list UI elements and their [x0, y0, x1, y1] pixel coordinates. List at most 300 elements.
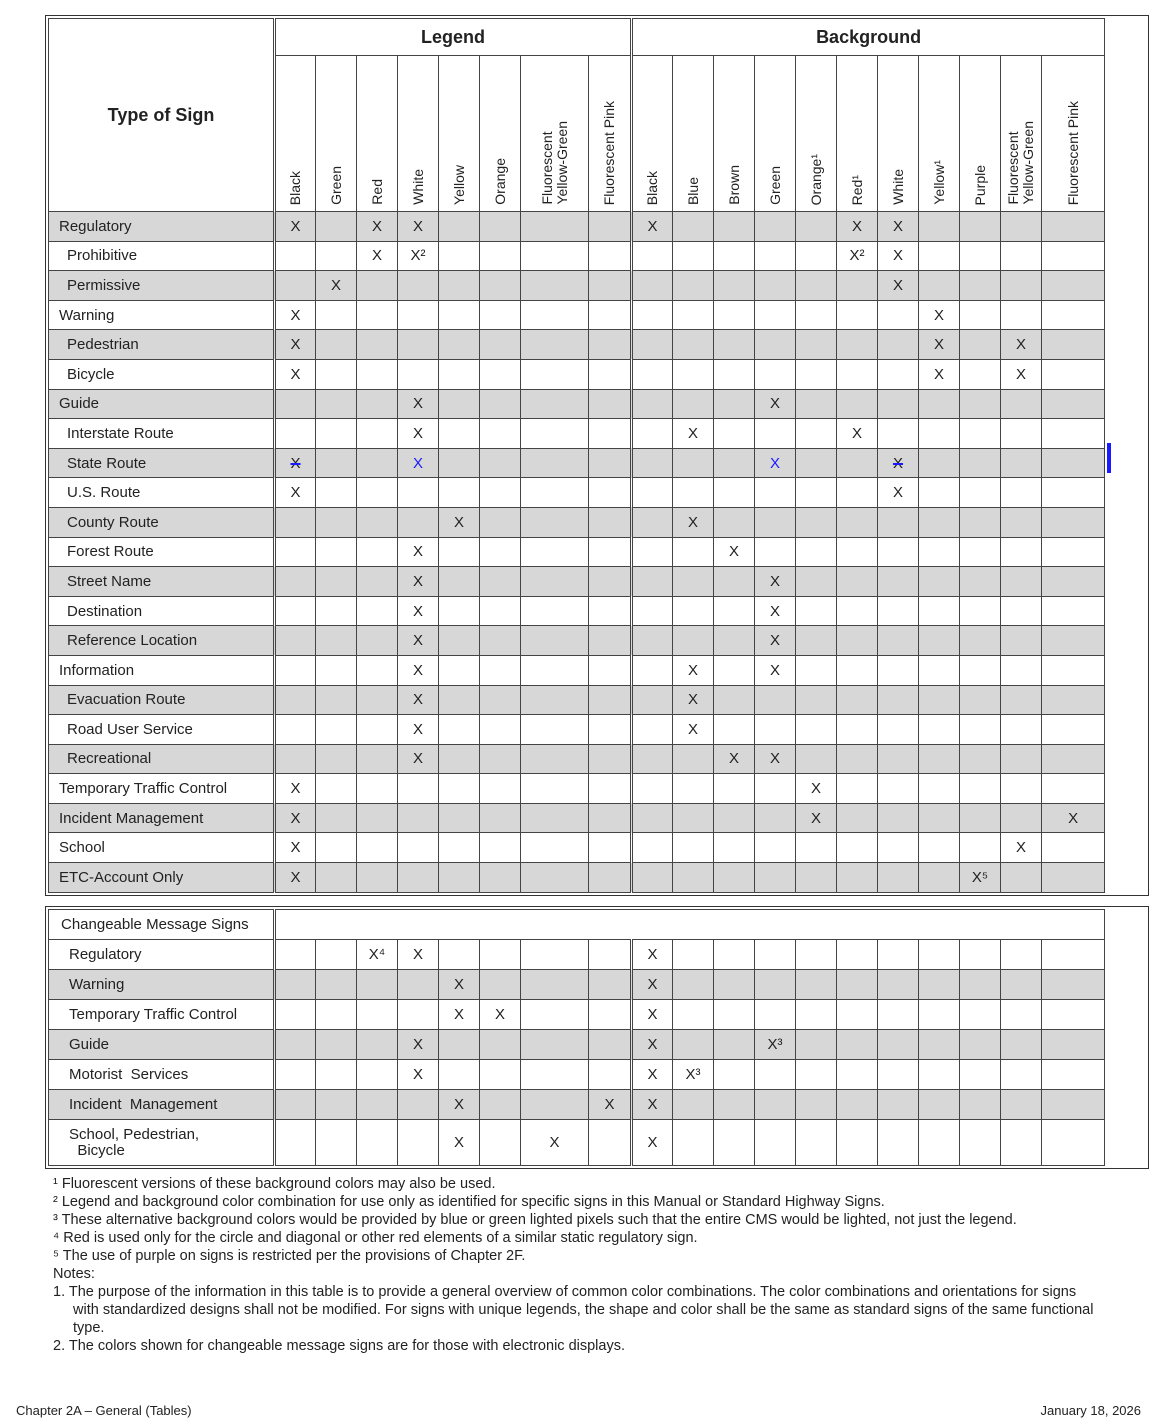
- cms-sign-label: Motorist Services: [49, 1060, 275, 1090]
- color-cell: [480, 419, 521, 449]
- color-cell: [398, 940, 439, 970]
- color-cell: [878, 744, 919, 774]
- color-cell: [1001, 1120, 1042, 1166]
- color-cell: [480, 507, 521, 537]
- color-cell: [960, 685, 1001, 715]
- table-row: [49, 803, 1146, 833]
- column-label: White: [889, 169, 906, 205]
- color-cell: [796, 1030, 837, 1060]
- color-cell: [755, 803, 796, 833]
- color-cell: [1001, 212, 1042, 242]
- table-row: [49, 359, 1146, 389]
- color-cell: [960, 537, 1001, 567]
- x-mark: X: [688, 513, 699, 531]
- color-cell: [1001, 626, 1042, 656]
- color-cell: [878, 241, 919, 271]
- color-cell: [1001, 1060, 1042, 1090]
- sign-type-label: State Route: [49, 448, 275, 478]
- color-cell: [521, 744, 589, 774]
- color-cell: [919, 241, 960, 271]
- color-cell: [673, 596, 714, 626]
- color-cell: [521, 863, 589, 893]
- color-cell: [673, 1030, 714, 1060]
- color-cell: [521, 389, 589, 419]
- color-cell: [878, 596, 919, 626]
- x-mark: X: [1016, 365, 1027, 383]
- color-cell: [275, 389, 316, 419]
- color-cell: [919, 626, 960, 656]
- color-cell: [878, 212, 919, 242]
- color-cell: [521, 537, 589, 567]
- color-cell: [878, 478, 919, 508]
- color-cell: [316, 655, 357, 685]
- color-cell: [521, 241, 589, 271]
- color-cell: [398, 419, 439, 449]
- color-cell: [589, 803, 632, 833]
- color-cell: [755, 567, 796, 597]
- color-cell: [632, 774, 673, 804]
- x-mark: X: [453, 513, 464, 531]
- table-row: [49, 241, 1146, 271]
- x-mark: X: [811, 780, 822, 798]
- color-cell: [521, 833, 589, 863]
- color-cell: [521, 567, 589, 597]
- table-row: [49, 596, 1146, 626]
- table-row: [49, 537, 1146, 567]
- color-cell: [714, 833, 755, 863]
- column-label: Green: [327, 166, 344, 205]
- background-group-header: Background: [632, 19, 1105, 56]
- legend-col-header: [357, 56, 398, 212]
- color-cell: [589, 330, 632, 360]
- color-cell: [398, 537, 439, 567]
- color-cell: [480, 1090, 521, 1120]
- color-cell: [589, 863, 632, 893]
- color-cell: [316, 389, 357, 419]
- color-cell: [589, 715, 632, 745]
- color-cell: [439, 715, 480, 745]
- color-cell: [398, 567, 439, 597]
- color-cell: [275, 655, 316, 685]
- background-col-header: [960, 56, 1001, 212]
- color-cell: [521, 1090, 589, 1120]
- color-cell: [632, 863, 673, 893]
- color-cell: [960, 330, 1001, 360]
- color-cell: [632, 1000, 673, 1030]
- color-cell: [316, 419, 357, 449]
- color-cell: [878, 1060, 919, 1090]
- color-cell: [589, 507, 632, 537]
- color-cell: [439, 685, 480, 715]
- color-cell: [837, 419, 878, 449]
- color-cell: [878, 833, 919, 863]
- background-col-header: [755, 56, 796, 212]
- background-col-header: [673, 56, 714, 212]
- x-mark: X: [688, 424, 699, 442]
- color-cell: [796, 1120, 837, 1166]
- x-mark: X: [647, 976, 658, 993]
- color-cell: [714, 330, 755, 360]
- cms-row: [49, 1120, 1146, 1166]
- color-cell: [589, 1000, 632, 1030]
- color-cell: [357, 1000, 398, 1030]
- color-cell: [357, 626, 398, 656]
- color-cell: [796, 655, 837, 685]
- x-mark: X³: [767, 1036, 783, 1053]
- color-cell: [275, 685, 316, 715]
- color-cell: [480, 626, 521, 656]
- color-cell: [1001, 478, 1042, 508]
- color-cell: [919, 715, 960, 745]
- color-cell: [398, 626, 439, 656]
- color-cell: [755, 863, 796, 893]
- footer-date: January 18, 2026: [1040, 1403, 1141, 1418]
- x-mark: X: [893, 484, 904, 502]
- color-cell: [632, 448, 673, 478]
- color-cell: [480, 448, 521, 478]
- x-mark: X: [453, 1096, 464, 1113]
- color-cell: [919, 863, 960, 893]
- color-cell: [275, 359, 316, 389]
- color-cell: [796, 271, 837, 301]
- color-cell: [398, 359, 439, 389]
- sign-type-label: Road User Service: [49, 715, 275, 745]
- color-cell: [480, 774, 521, 804]
- color-cell: [960, 1000, 1001, 1030]
- x-mark: X³: [685, 1066, 701, 1083]
- x-mark: X: [647, 1096, 658, 1113]
- color-cell: [1001, 715, 1042, 745]
- color-cell: [316, 803, 357, 833]
- color-cell: [1042, 833, 1105, 863]
- color-cell: [673, 744, 714, 774]
- color-cell: [357, 241, 398, 271]
- color-cell: [275, 596, 316, 626]
- color-cell: [919, 448, 960, 478]
- color-cell: [960, 419, 1001, 449]
- color-cell: [439, 300, 480, 330]
- color-cell: [1001, 940, 1042, 970]
- color-cell: [589, 596, 632, 626]
- color-cell: [1001, 655, 1042, 685]
- color-cell: [521, 271, 589, 301]
- color-cell: [480, 1120, 521, 1166]
- x-mark: X: [290, 365, 301, 383]
- color-cell: [878, 330, 919, 360]
- color-cell: [521, 448, 589, 478]
- color-cell: [673, 863, 714, 893]
- x-mark: X: [647, 946, 658, 963]
- color-cell: [796, 774, 837, 804]
- color-cell: [316, 1000, 357, 1030]
- column-label: Fluorescent Pink: [601, 100, 617, 205]
- color-cell: [480, 744, 521, 774]
- color-cell: [1042, 507, 1105, 537]
- color-cell: [878, 970, 919, 1000]
- table-row: [49, 833, 1146, 863]
- table-row: [49, 626, 1146, 656]
- color-cell: [796, 1060, 837, 1090]
- cms-sign-label: School, Pedestrian, Bicycle: [49, 1120, 275, 1166]
- color-cell: [919, 655, 960, 685]
- color-cell: [755, 1120, 796, 1166]
- color-cell: [632, 833, 673, 863]
- color-cell: [589, 359, 632, 389]
- x-mark: X: [688, 720, 699, 738]
- color-cell: [960, 448, 1001, 478]
- color-cell: [755, 655, 796, 685]
- color-cell: [837, 448, 878, 478]
- color-cell: [837, 803, 878, 833]
- table-row: [49, 863, 1146, 893]
- color-cell: [1042, 212, 1105, 242]
- color-cell: [796, 803, 837, 833]
- color-cell: [714, 1090, 755, 1120]
- color-cell: [632, 715, 673, 745]
- color-cell: [1042, 241, 1105, 271]
- color-cell: [275, 744, 316, 774]
- color-cell: [480, 655, 521, 685]
- table-row: [49, 300, 1146, 330]
- column-label: Brown: [725, 165, 742, 205]
- color-cell: [357, 419, 398, 449]
- color-cell: [796, 330, 837, 360]
- color-cell: [1042, 1030, 1105, 1060]
- color-cell: [919, 271, 960, 301]
- sign-types-body: [49, 212, 1146, 893]
- color-cell: [714, 774, 755, 804]
- color-cell: [316, 970, 357, 1000]
- color-cell: [1042, 940, 1105, 970]
- x-mark: X: [604, 1096, 615, 1113]
- color-cell: [1042, 300, 1105, 330]
- color-cell: [521, 626, 589, 656]
- color-cell: [632, 1120, 673, 1166]
- sign-type-label: Warning: [49, 300, 275, 330]
- x-mark: X: [290, 839, 301, 857]
- color-cell: [521, 655, 589, 685]
- color-cell: [714, 419, 755, 449]
- color-cell: [837, 1120, 878, 1166]
- color-cell: [589, 744, 632, 774]
- color-cell: [796, 241, 837, 271]
- color-cell: [439, 774, 480, 804]
- sign-type-label: Guide: [49, 389, 275, 419]
- color-cell: [919, 389, 960, 419]
- x-mark: X: [893, 217, 904, 235]
- color-cell: [673, 448, 714, 478]
- color-cell: [755, 715, 796, 745]
- color-cell: [521, 1030, 589, 1060]
- color-cell: [1042, 330, 1105, 360]
- color-cell: [673, 330, 714, 360]
- table-row: [49, 478, 1146, 508]
- sign-type-label: U.S. Route: [49, 478, 275, 508]
- color-cell: [1001, 774, 1042, 804]
- color-cell: [589, 448, 632, 478]
- color-cell: [755, 419, 796, 449]
- color-cell: [632, 685, 673, 715]
- color-cell: [755, 478, 796, 508]
- color-cell: [589, 389, 632, 419]
- color-cell: [919, 300, 960, 330]
- footnote-1: ¹ Fluorescent versions of these background colors may also be used.: [53, 1176, 496, 1192]
- color-cell: [357, 1120, 398, 1166]
- color-cell: [275, 803, 316, 833]
- color-cell: [275, 626, 316, 656]
- color-cell: [673, 833, 714, 863]
- color-cell: [878, 419, 919, 449]
- x-mark: X⁵: [971, 868, 989, 886]
- x-mark: X: [290, 484, 301, 502]
- color-cell: [1042, 626, 1105, 656]
- color-cell: [714, 626, 755, 656]
- column-label: Green: [766, 166, 783, 205]
- color-cell: [1042, 803, 1105, 833]
- legend-group-header: Legend: [275, 19, 632, 56]
- x-mark: X: [290, 217, 301, 235]
- color-cell: [796, 389, 837, 419]
- color-cell: [1001, 596, 1042, 626]
- color-cell: [589, 1060, 632, 1090]
- color-cell: [960, 715, 1001, 745]
- color-cell: [589, 833, 632, 863]
- cms-row: [49, 1060, 1146, 1090]
- color-cell: [439, 1030, 480, 1060]
- color-cell: [837, 1030, 878, 1060]
- x-mark: X: [412, 720, 423, 738]
- color-cell: [919, 359, 960, 389]
- color-cell: [919, 567, 960, 597]
- color-cell: [919, 212, 960, 242]
- color-cell: [714, 1000, 755, 1030]
- x-mark: X: [290, 336, 301, 354]
- sign-type-label: Incident Management: [49, 803, 275, 833]
- color-cell: [796, 1090, 837, 1120]
- color-cell: [357, 507, 398, 537]
- color-cell: [837, 330, 878, 360]
- x-mark: X: [770, 632, 781, 650]
- color-cell: [919, 1060, 960, 1090]
- color-cell: [878, 803, 919, 833]
- color-cell: [398, 774, 439, 804]
- color-cell: [796, 537, 837, 567]
- table-row: [49, 448, 1146, 478]
- color-cell: [960, 567, 1001, 597]
- cms-header: Changeable Message Signs: [49, 910, 275, 940]
- footnotes: [53, 1175, 1103, 1355]
- color-cell: [960, 863, 1001, 893]
- color-cell: [316, 212, 357, 242]
- color-cell: [837, 567, 878, 597]
- x-mark: X: [412, 632, 423, 650]
- color-cell: [589, 567, 632, 597]
- color-cell: [919, 685, 960, 715]
- color-cell: [316, 537, 357, 567]
- color-cell: [714, 1030, 755, 1060]
- color-cell: [878, 359, 919, 389]
- column-label: Blue: [684, 176, 701, 205]
- color-cell: [673, 567, 714, 597]
- table-row: [49, 774, 1146, 804]
- color-cell: [1042, 715, 1105, 745]
- color-cell: [480, 567, 521, 597]
- color-cell: [878, 774, 919, 804]
- x-mark: X: [934, 306, 945, 324]
- color-cell: [357, 448, 398, 478]
- color-cell: [755, 507, 796, 537]
- color-cell: [919, 744, 960, 774]
- x-mark: X: [770, 602, 781, 620]
- x-mark: X²: [849, 247, 865, 265]
- color-cell: [878, 1120, 919, 1166]
- color-cell: [521, 330, 589, 360]
- sign-type-label: School: [49, 833, 275, 863]
- color-cell: [480, 212, 521, 242]
- color-cell: [755, 448, 796, 478]
- cms-color-table: [48, 909, 1146, 1166]
- color-cell: [837, 537, 878, 567]
- x-mark: X: [729, 750, 740, 768]
- color-cell: [796, 1000, 837, 1030]
- cms-row: [49, 970, 1146, 1000]
- color-cell: [589, 1120, 632, 1166]
- color-cell: [714, 970, 755, 1000]
- color-cell: [919, 833, 960, 863]
- x-mark: X: [412, 661, 423, 679]
- color-cell: [1001, 1090, 1042, 1120]
- x-mark: X: [852, 217, 863, 235]
- color-cell: [316, 478, 357, 508]
- color-cell: [632, 567, 673, 597]
- color-cell: [398, 803, 439, 833]
- table-row: [49, 389, 1146, 419]
- note-1: 1. The purpose of the information in this table is to provide a general overview of common color combinations. The color combinations and orientations for signs with standardized designs shall not be modified. For signs with unique legends, the shape and color shall be the same as standard signs of the same functional type.: [53, 1284, 1094, 1336]
- x-mark: X: [453, 1134, 464, 1151]
- color-cell: [796, 744, 837, 774]
- color-cell: [439, 940, 480, 970]
- color-cell: [796, 596, 837, 626]
- color-cell: [521, 774, 589, 804]
- cms-row: [49, 940, 1146, 970]
- color-cell: [357, 655, 398, 685]
- color-cell: [632, 359, 673, 389]
- color-cell: [589, 626, 632, 656]
- sign-type-label: Bicycle: [49, 359, 275, 389]
- color-cell: [796, 940, 837, 970]
- color-cell: [632, 300, 673, 330]
- color-cell: [398, 1000, 439, 1030]
- color-cell: [1042, 1060, 1105, 1090]
- notes-label: Notes:: [53, 1266, 95, 1282]
- table-row: [49, 419, 1146, 449]
- color-cell: [1042, 359, 1105, 389]
- color-cell: [796, 419, 837, 449]
- color-cell: [960, 271, 1001, 301]
- color-cell: [919, 940, 960, 970]
- color-cell: [714, 389, 755, 419]
- color-cell: [480, 271, 521, 301]
- footnote-5: ⁵ The use of purple on signs is restricted per the provisions of Chapter 2F.: [53, 1248, 526, 1264]
- color-cell: [1001, 330, 1042, 360]
- cms-row: [49, 1000, 1146, 1030]
- color-cell: [275, 448, 316, 478]
- color-cell: [755, 685, 796, 715]
- color-cell: [521, 478, 589, 508]
- color-cell: [632, 940, 673, 970]
- color-cell: [714, 744, 755, 774]
- color-cell: [837, 212, 878, 242]
